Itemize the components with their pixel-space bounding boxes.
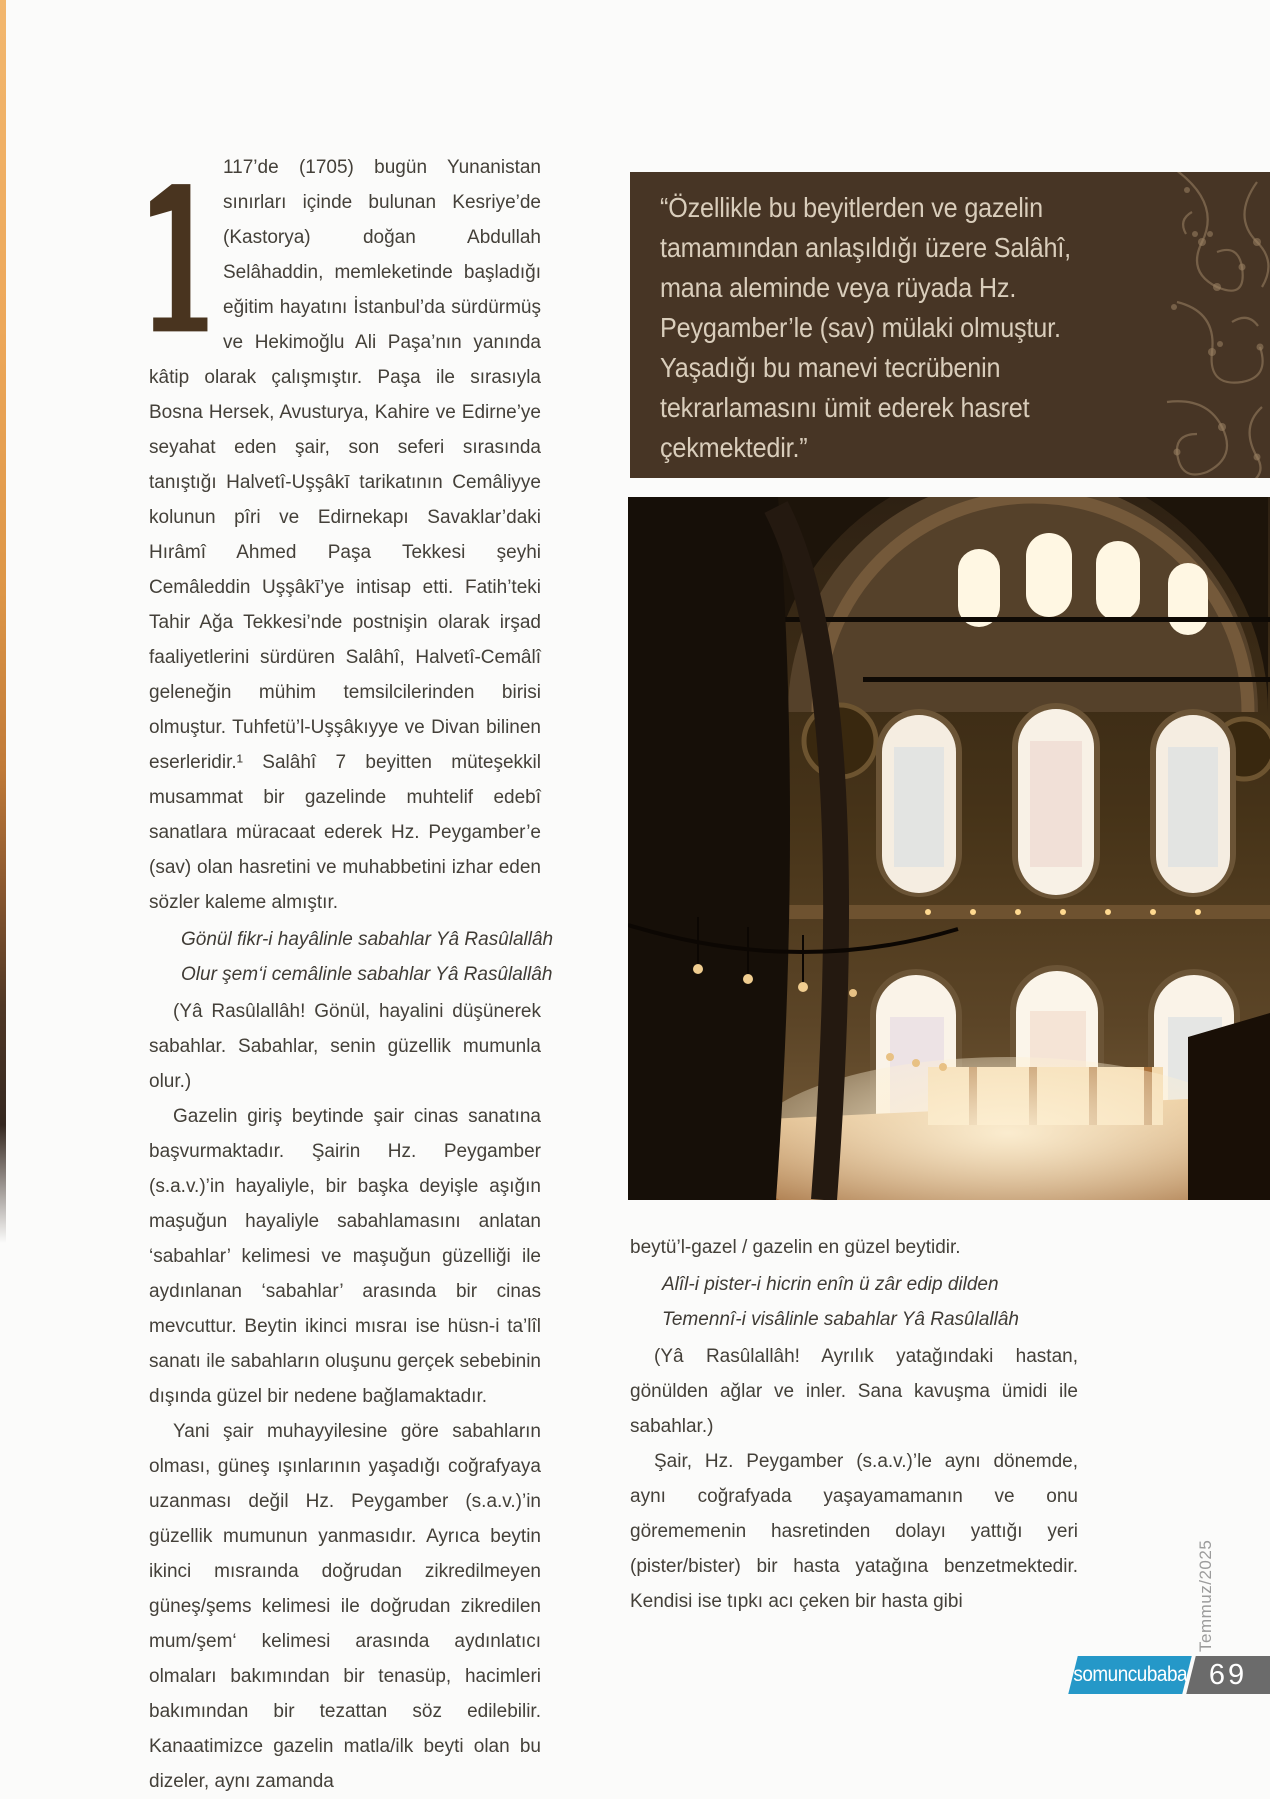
intro-paragraph — [149, 150, 541, 920]
couplet-2 — [630, 1267, 1078, 1337]
couplet-1 — [149, 922, 554, 992]
issue-date-vertical: Temmuz/2025 — [1196, 1539, 1215, 1652]
pull-quote-line: Yaşadığı bu manevi tecrübenin — [660, 352, 1001, 383]
translation-paragraph-2: (Yâ Rasûlallâh! Ayrılık yatağındaki hastan, gönülden ağlar ve inler. Sana kavuşma ümidi ile sabahlar.) — [630, 1346, 1078, 1437]
suspension-cable — [863, 677, 1270, 682]
left-pillar-silhouette — [628, 497, 790, 1200]
couplet-1-line-1: Gönül fikr-i hayâlinle sabahlar Yâ Rasûlallâh — [181, 929, 554, 950]
suspension-cable — [768, 617, 1270, 622]
continuation-paragraph: beytü’l-gazel / gazelin en güzel beytidir. — [630, 1237, 961, 1258]
page-number-tab — [1186, 1656, 1270, 1694]
pull-quote-line: çekmektedir.” — [660, 432, 808, 463]
page-number: 69 — [1209, 1658, 1248, 1691]
left-edge-gradient-decoration — [0, 0, 6, 1480]
analysis-paragraph-2: Yani şair muhayyilesine göre sabahların olması, güneş ışınlarının yaşadığı coğrafyaya uzanması değil Hz. Peygamber (s.a.v.)’in güzellik mumunun yanmasıdır. Ayrıca beytin ikinci mısraında doğrudan zikredilmeyen güneş/şems kelimesi ile doğrudan zikredilen mum/şem‘ kelimesi arasında aydınlatıcı olmaları bakımından bir tenasüp, hacimleri bakımından bir tezattan söz edilebilir. Kanaatimizce gazelin matla/ilk beyti olan bu dizeler, aynı zamanda — [149, 1421, 541, 1792]
pull-quote-box — [630, 172, 1270, 478]
pull-quote-line: mana aleminde veya rüyada Hz. — [660, 272, 1017, 303]
intro-paragraph-text: 117’de (1705) bugün Yunanistan sınırları içinde bulunan Kesriye’de (Kastorya) doğan Abdullah Selâhaddin, memleketinde başladığı eğitim hayatını İstanbul’da sürdürmüş ve Hekimoğlu Ali Paşa’nın yanında kâtip olarak çalışmıştır. Paşa ile sırasıyla Bosna Hersek, Avusturya, Kahire ve Edirne’ye seyahat eden şair, son seferi sırasında tanıştığı Halvetî-Uşşâkī tarikatının Cemâliyye kolunun pîri ve Edirnekapı Savaklar’daki Hırâmî Ahmed Paşa Tekkesi şeyhi Cemâleddin Uşşâkī’ye intisap etti. Fatih’teki Tahir Ağa Tekkesi’nde postnişin olarak irşad faaliyetlerini sürdüren Salâhî, Halvetî-Cemâlî geleneğin mühim temsilcilerinden birisi olmuştur. Tuhfetü’l-Uşşâkıyye ve Divan bilinen eserleridir.¹ Salâhî 7 beyitten müteşekkil musammat bir gazelinde muhtelif edebî sanatlara müracaat ederek Hz. Peygamber’e (sav) olan hasretini ve muhabbetini izhar eden sözler kaleme almıştır. — [149, 157, 541, 913]
couplet-1-line-2: Olur şem‘i cemâlinle sabahlar Yâ Rasûlallâh — [181, 964, 553, 985]
pull-quote-line: tamamından anlaşıldığı üzere Salâhî, — [660, 232, 1071, 263]
middle-tier-windows — [876, 703, 1236, 899]
couplet-2-line-1: Alîl-i pister-i hicrin enîn ü zâr edip dilden — [662, 1274, 999, 1295]
drop-cap-numeral — [147, 156, 209, 358]
translation-paragraph-1: (Yâ Rasûlallâh! Gönül, hayalini düşünerek sabahlar. Sabahlar, senin güzellik mumunla olur.) — [149, 1001, 541, 1092]
mosque-interior-photo — [628, 497, 1270, 1200]
pull-quote-line: Peygamber’le (sav) mülaki olmuştur. — [660, 312, 1061, 343]
brand-tab — [1068, 1656, 1191, 1694]
left-column — [149, 150, 554, 1799]
pull-quote-line: “Özellikle bu beyitlerden ve gazelin — [660, 192, 1043, 223]
right-column — [630, 1230, 1078, 1619]
floral-vine-pattern — [1162, 172, 1270, 478]
pull-quote-line: tekrarlamasını ümit ederek hasret — [660, 392, 1030, 423]
analysis-paragraph-3: Şair, Hz. Peygamber (s.a.v.)’le aynı dönemde, aynı coğrafyada yaşayamamanın ve onu görememenin hasretinden dolayı yattığı yeri (pister/bister) bir hasta yatağına benzetmektedir. Kendisi ise tıpkı acı çeken bir hasta gibi — [630, 1451, 1078, 1612]
analysis-paragraph-1: Gazelin giriş beytinde şair cinas sanatına başvurmaktadır. Şairin Hz. Peygamber (s.a.v.)’in hayaliyle, bir başka deyişle aşığın maşuğun hayaliyle sabahlamasını anlatan ‘sabahlar’ kelimesi ve maşuğun güzelliği ile aydınlanan ‘sabahlar’ arasında bir cinas mevcuttur. Beytin ikinci mısraı ise hüsn-i ta’lîl sanatı ile sabahların oluşunu gerçek sebebinin dışında güzel bir nedene bağlamaktadır. — [149, 1106, 541, 1407]
pull-quote-text — [660, 188, 1164, 468]
right-dark-balustrade — [1188, 1013, 1270, 1200]
couplet-2-line-2: Temennî-i visâlinle sabahlar Yâ Rasûlallâh — [662, 1309, 1019, 1330]
brand-name: somuncubaba — [1073, 1663, 1187, 1686]
